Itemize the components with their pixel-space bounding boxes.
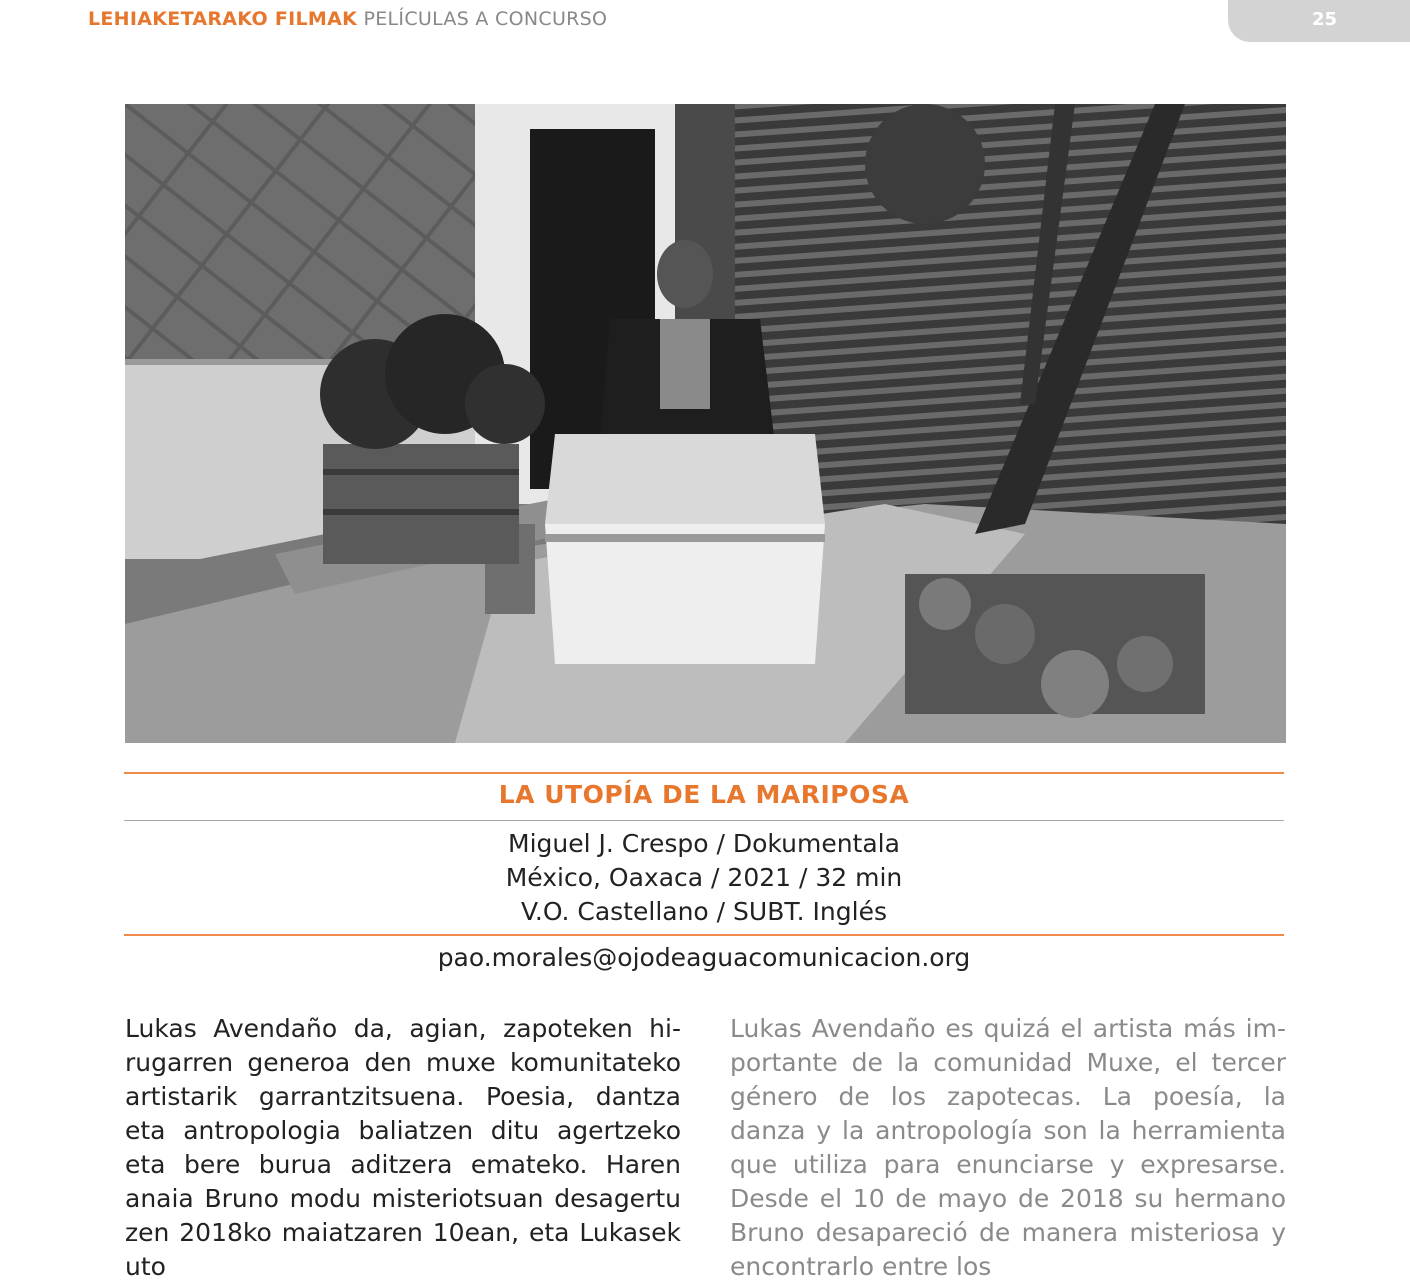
- film-credits: [124, 827, 1284, 929]
- synopsis-basque: Lukas Avendaño da, agian, zapoteken hirugarren generoa den muxe komunitateko artistarik garrantzitsuena. Poesia, dantza eta antropologia baliatzen ditu agertzeko eta bere burua aditzera emateko. Haren anaia Bruno modu misteriotsuan desagertu zen 2018ko maiatzaren 10ean, eta Lukasek uto: [125, 1014, 681, 1281]
- section-header: [88, 8, 607, 30]
- page-number-tab: [1228, 0, 1410, 42]
- credits-director-genre: Miguel J. Crespo / Dokumentala: [508, 829, 900, 858]
- page-number: 25: [1312, 9, 1338, 30]
- section-title-spanish: PELÍCULAS A CONCURSO: [363, 8, 608, 30]
- credits-language-subtitles: V.O. Castellano / SUBT. Inglés: [521, 897, 887, 926]
- synopsis-spanish: Lukas Avendaño es quizá el artista más importante de la comunidad Muxe, el tercer género de los zapotecas. La poesía, la danza y la antropología son la herramienta que utiliza para enunciarse y expresarse. Desde el 10 de mayo de 2018 su hermano Bruno desapareció de manera misteriosa y encontrarlo entre los: [730, 1014, 1286, 1281]
- film-still-photo: [125, 104, 1286, 743]
- credits-country-year-duration: México, Oaxaca / 2021 / 32 min: [505, 863, 903, 892]
- credits-bottom-rule: [124, 934, 1284, 936]
- title-bottom-rule: [124, 820, 1284, 821]
- film-title: LA UTOPÍA DE LA MARIPOSA: [498, 780, 910, 809]
- film-still-illustration: [125, 104, 1286, 743]
- title-top-rule: [124, 772, 1284, 774]
- contact-email: pao.morales@ojodeaguacomunicacion.org: [437, 943, 971, 972]
- section-title-basque: LEHIAKETARAKO FILMAK: [88, 8, 358, 30]
